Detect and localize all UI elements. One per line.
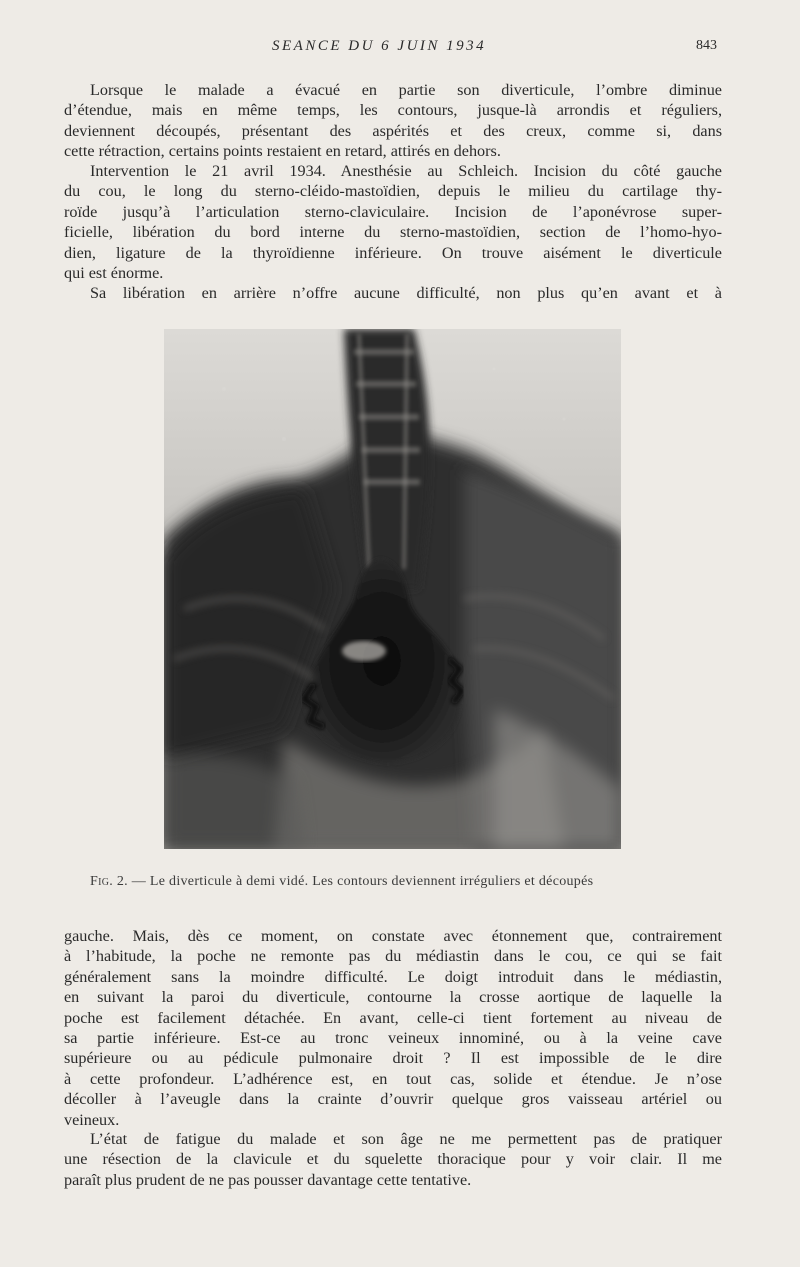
text-line: gauche. Mais, dès ce moment, on constate avec étonnement que, contrairement — [64, 927, 722, 945]
figure-caption-text: — Le diverticule à demi vidé. Les contours deviennent irréguliers et découpés — [127, 874, 594, 889]
radiograph-image — [164, 329, 621, 849]
text-line: décoller à l’aveugle dans la crainte d’ouvrir quelque gros vaisseau artériel ou — [64, 1090, 722, 1109]
text-line: une résection de la clavicule et du squelette thoracique pour y voir clair. Il me — [64, 1150, 722, 1169]
text-line: L’état de fatigue du malade et son âge ne me permettent pas de pratiquer — [90, 1130, 722, 1148]
text-line: à l’habitude, la poche ne remonte pas du médiastin dans le cou, ce qui se fait — [64, 947, 722, 966]
text-line: sa partie inférieure. Est-ce au tronc veineux innominé, ou à la veine cave — [64, 1029, 722, 1048]
text-line: du cou, le long du sterno-cléido-mastoïdien, depuis le milieu du cartilage thy- — [64, 182, 722, 201]
text-line: ficielle, libération du bord interne du sterno-mastoïdien, section de l’homo-hyo- — [64, 223, 722, 242]
text-line: à cette profondeur. L’adhérence est, en tout cas, solide et étendue. Je n’ose — [64, 1069, 722, 1088]
paragraph-mediastin — [64, 926, 722, 1130]
paragraph-fatigue — [64, 1129, 722, 1190]
figure-label: Fig. 2. — [90, 874, 128, 889]
text-line: Sa libération en arrière n’offre aucune difficulté, non plus qu’en avant et à — [90, 284, 722, 302]
text-line: généralement sans la moindre difficulté. Le doigt introduit dans le médiastin, — [64, 967, 722, 986]
figure-caption — [90, 874, 722, 890]
text-line: paraît plus prudent de ne pas pousser davantage cette tentative. — [64, 1170, 472, 1189]
text-line: qui est énorme. — [64, 264, 164, 283]
paragraph-intervention — [64, 161, 722, 283]
running-head — [0, 38, 800, 58]
text-line: d’étendue, mais en même temps, les contours, jusque-là arrondis et réguliers, — [64, 101, 722, 120]
text-line: supérieure ou au pédicule pulmonaire droit ? Il est impossible de le dire — [64, 1049, 722, 1068]
running-title: SEANCE DU 6 JUIN 1934 — [272, 38, 487, 54]
text-line: cette rétraction, certains points restaient en retard, attirés en dehors. — [64, 142, 501, 161]
radiograph-figure — [164, 329, 621, 849]
paragraph-diverticule-evacuation — [64, 80, 722, 162]
text-line: deviennent découpés, présentant des aspérités et des creux, comme si, dans — [64, 121, 722, 140]
text-line: dien, ligature de la thyroïdienne inférieure. On trouve aisément le diverticule — [64, 243, 722, 262]
text-line: poche est facilement détachée. En avant, celle-ci tient fortement au niveau de — [64, 1008, 722, 1027]
paragraph-liberation — [64, 283, 722, 303]
text-line: Lorsque le malade a évacué en partie son diverticule, l’ombre diminue — [90, 81, 722, 99]
text-line: roïde jusqu’à l’articulation sterno-claviculaire. Incision de l’aponévrose super- — [64, 202, 722, 221]
text-line: Intervention le 21 avril 1934. Anesthésie au Schleich. Incision du côté gauche — [90, 162, 722, 180]
text-line: veineux. — [64, 1110, 120, 1129]
text-line: en suivant la paroi du diverticule, contourne la crosse aortique de laquelle la — [64, 988, 722, 1007]
page-number: 843 — [696, 38, 717, 53]
